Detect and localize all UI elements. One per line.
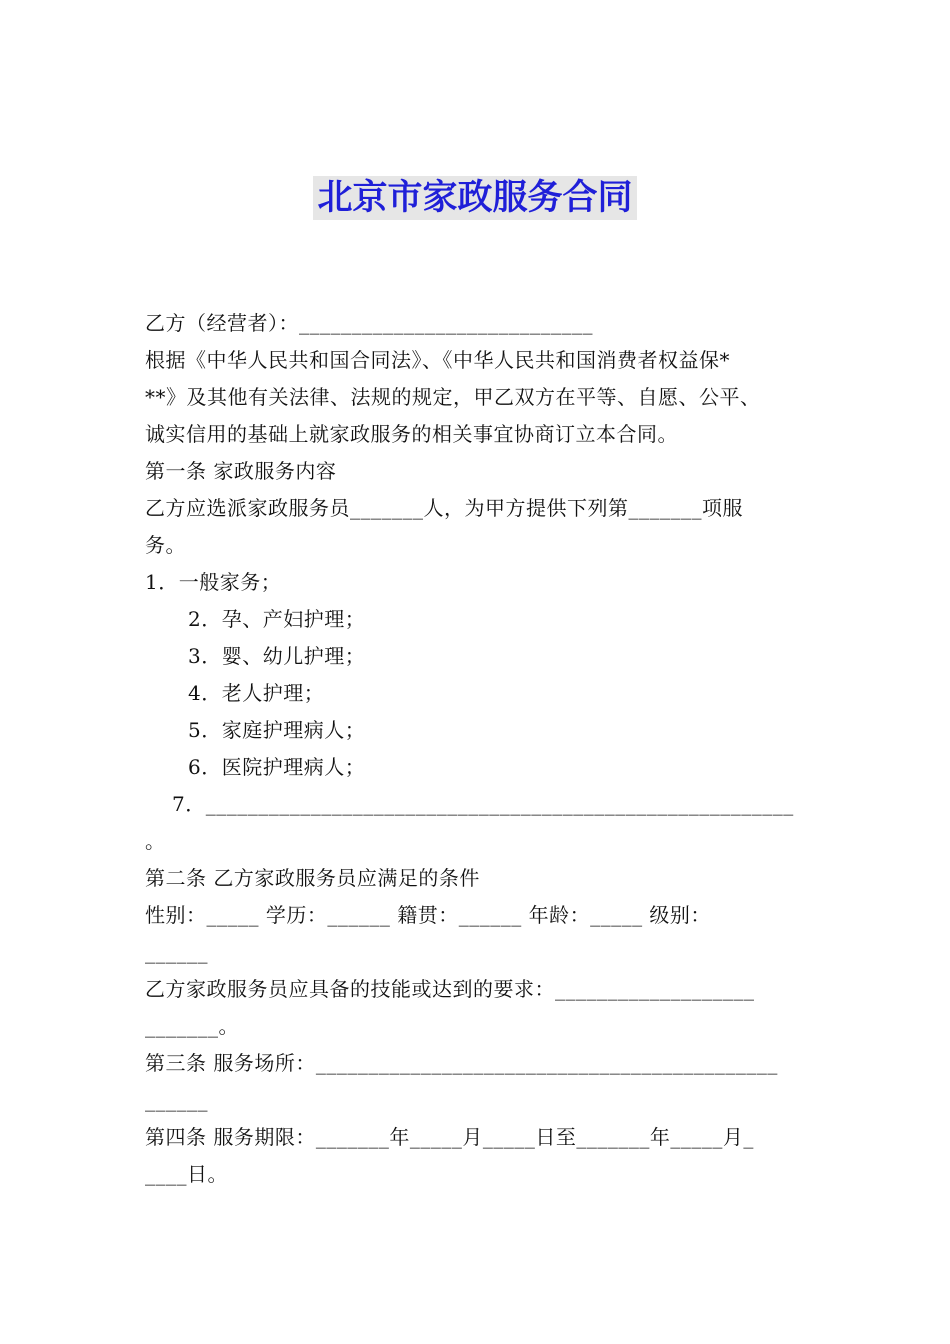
service-item-2: 2．孕、产妇护理；: [188, 607, 366, 631]
service-item-5: 5．家庭护理病人；: [188, 718, 366, 742]
article-1-heading: 第一条 家政服务内容: [145, 459, 337, 483]
preamble-line-1: 根据《中华人民共和国合同法》、《中华人民共和国消费者权益保*: [145, 348, 730, 372]
article-1-text-line-1: 乙方应选派家政服务员_______人，为甲方提供下列第_______项服: [145, 496, 743, 520]
preamble-line-3: 诚实信用的基础上就家政服务的相关事宜协商订立本合同。: [145, 422, 678, 446]
worker-conditions-line-2: ______: [145, 940, 208, 964]
document-title: 北京市家政服务合同: [313, 176, 636, 220]
skills-requirement-line-1: 乙方家政服务员应具备的技能或达到的要求：___________________: [145, 977, 755, 1001]
article-4-line-1: 第四条 服务期限：_______年_____月_____日至_______年_____月_: [145, 1125, 754, 1149]
service-item-4: 4．老人护理；: [188, 681, 325, 705]
article-2-heading: 第二条 乙方家政服务员应满足的条件: [145, 866, 480, 890]
article-3-line-2: ______: [145, 1088, 208, 1112]
preamble-line-2: **》及其他有关法律、法规的规定，甲乙双方在平等、自愿、公平、: [145, 385, 761, 409]
service-item-3: 3．婴、幼儿护理；: [188, 644, 366, 668]
title-container: [0, 176, 950, 220]
worker-conditions-line: 性别：_____ 学历：______ 籍贯：______ 年龄：_____ 级别：: [145, 903, 711, 927]
service-item-1: 1．一般家务；: [145, 570, 282, 594]
service-item-6: 6．医院护理病人；: [188, 755, 366, 779]
article-3-line-1: 第三条 服务场所：____________________________________________: [145, 1051, 778, 1075]
article-1-text-line-2: 务。: [145, 533, 186, 557]
service-item-7: 7．________________________________________________________: [172, 792, 794, 816]
party-b-line: 乙方（经营者）：____________________________: [145, 311, 593, 335]
service-item-7-end: 。: [145, 829, 166, 853]
article-4-line-2: ____日。: [145, 1162, 228, 1186]
skills-requirement-line-2: _______。: [145, 1014, 239, 1038]
